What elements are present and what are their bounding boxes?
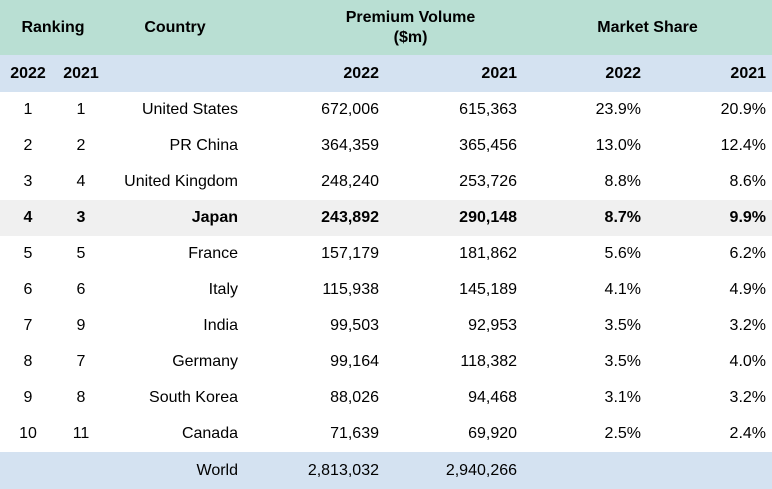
- pv-2021-header: 2021: [481, 64, 518, 82]
- rank-2022-cell: 6: [23, 281, 33, 298]
- total-rank-empty: [0, 452, 56, 489]
- rank-2022-cell: 5: [23, 245, 33, 262]
- rank-2022-cell: 7: [23, 317, 33, 334]
- rank-2021-cell: 3: [76, 209, 86, 226]
- pv-2022-cell: 71,639: [330, 425, 379, 442]
- ms-2022-cell: 23.9%: [595, 101, 642, 118]
- pv-2021-cell: 94,468: [468, 389, 518, 406]
- table-row: [0, 164, 772, 200]
- table-row: [0, 308, 772, 344]
- rank-2022-cell: 3: [23, 173, 33, 190]
- rank-2022-cell: 2: [23, 137, 33, 154]
- pv-2022-cell: 115,938: [322, 281, 379, 298]
- rank-2022-cell: 4: [23, 209, 33, 226]
- rank-2022-cell: 10: [19, 425, 37, 442]
- total-ms-empty: [647, 452, 772, 489]
- table-row-highlighted: [0, 200, 772, 236]
- ms-2022-cell: 13.0%: [595, 137, 642, 154]
- country-cell: France: [188, 245, 238, 262]
- rank-2021-cell: 5: [76, 245, 86, 262]
- pv-2022-cell: 99,503: [330, 317, 379, 334]
- ms-2022-header: 2022: [605, 64, 642, 82]
- rank-2021-cell: 2: [76, 137, 86, 154]
- pv-2022-cell: 243,892: [321, 209, 379, 226]
- ranking-header: Ranking: [21, 18, 85, 36]
- pv-2021-cell: 615,363: [459, 101, 518, 118]
- total-rank-empty: [56, 452, 106, 489]
- pv-2021-cell: 181,862: [459, 245, 518, 262]
- ms-2021-cell: 4.0%: [729, 353, 767, 370]
- table-row: [0, 380, 772, 416]
- ms-2021-header: 2021: [730, 64, 767, 82]
- total-pv-2021: 2,940,266: [445, 461, 518, 479]
- ms-2022-cell: 8.8%: [604, 173, 642, 190]
- ms-2022-cell: 4.1%: [604, 281, 642, 298]
- country-header: Country: [144, 18, 206, 36]
- pv-2021-cell: 253,726: [459, 173, 518, 190]
- premium-volume-title: Premium Volume: [345, 8, 476, 26]
- ms-2022-cell: 3.5%: [604, 353, 642, 370]
- rank-2021-cell: 4: [76, 173, 86, 190]
- country-cell: Japan: [191, 209, 238, 226]
- ms-2021-cell: 20.9%: [720, 101, 767, 118]
- header-row: [0, 0, 772, 55]
- ms-2021-cell: 9.9%: [729, 209, 767, 226]
- premium-volume-unit: ($m): [393, 28, 428, 46]
- rank-2021-cell: 7: [76, 353, 86, 370]
- table-row: [0, 344, 772, 380]
- pv-2022-cell: 364,359: [321, 137, 379, 154]
- ms-2022-cell: 3.5%: [604, 317, 642, 334]
- total-pv-2022: 2,813,032: [307, 461, 379, 479]
- ms-2022-cell: 3.1%: [604, 389, 642, 406]
- pv-2022-cell: 157,179: [321, 245, 379, 262]
- total-ms-empty: [523, 452, 647, 489]
- country-cell: Germany: [172, 353, 238, 370]
- rank-2021-cell: 8: [76, 389, 86, 406]
- ms-2021-cell: 4.9%: [729, 281, 767, 298]
- pv-2021-cell: 69,920: [468, 425, 518, 442]
- rank-2022-header: 2022: [10, 64, 46, 82]
- rank-2021-header: 2021: [63, 64, 99, 82]
- country-cell: Italy: [208, 281, 238, 298]
- ms-2021-cell: 3.2%: [729, 317, 767, 334]
- total-label: World: [196, 461, 238, 479]
- rank-2021-cell: 6: [76, 281, 86, 298]
- rank-2021-cell: 11: [72, 425, 90, 442]
- ms-2021-cell: 3.2%: [729, 389, 767, 406]
- pv-2022-header: 2022: [343, 64, 379, 82]
- pv-2022-cell: 88,026: [330, 389, 379, 406]
- country-cell: Canada: [181, 425, 238, 442]
- country-cell: India: [203, 317, 238, 334]
- pv-2021-cell: 145,189: [459, 281, 518, 298]
- pv-2021-cell: 290,148: [459, 209, 518, 226]
- ms-2022-cell: 5.6%: [604, 245, 642, 262]
- pv-2021-cell: 365,456: [459, 137, 518, 154]
- country-cell: United Kingdom: [124, 173, 238, 190]
- table-row: [0, 92, 772, 128]
- ms-2021-cell: 2.4%: [729, 425, 767, 442]
- rank-2022-cell: 1: [23, 101, 33, 118]
- total-row: [0, 452, 772, 489]
- market-share-header: Market Share: [597, 18, 698, 36]
- rank-2021-cell: 1: [76, 101, 86, 118]
- pv-2022-cell: 248,240: [321, 173, 379, 190]
- premium-volume-header: [244, 0, 523, 55]
- pv-2021-cell: 92,953: [468, 317, 518, 334]
- country-cell: South Korea: [149, 389, 238, 406]
- pv-2022-cell: 672,006: [321, 101, 379, 118]
- table-row: [0, 236, 772, 272]
- country-cell: PR China: [169, 137, 238, 154]
- country-cell: United States: [141, 101, 238, 118]
- rank-2022-cell: 8: [23, 353, 33, 370]
- table-row: [0, 416, 772, 452]
- ms-2021-cell: 6.2%: [729, 245, 767, 262]
- table-row: [0, 128, 772, 164]
- pv-2021-cell: 118,382: [460, 353, 518, 370]
- table-row: [0, 272, 772, 308]
- ms-2022-cell: 2.5%: [604, 425, 642, 442]
- rank-2022-cell: 9: [23, 389, 33, 406]
- pv-2022-cell: 99,164: [330, 353, 379, 370]
- ms-2022-cell: 8.7%: [604, 209, 642, 226]
- rank-2021-cell: 9: [76, 317, 86, 334]
- ms-2021-cell: 8.6%: [729, 173, 767, 190]
- year-header-row: [0, 55, 772, 92]
- ms-2021-cell: 12.4%: [720, 137, 767, 154]
- country-subheader: [106, 55, 244, 92]
